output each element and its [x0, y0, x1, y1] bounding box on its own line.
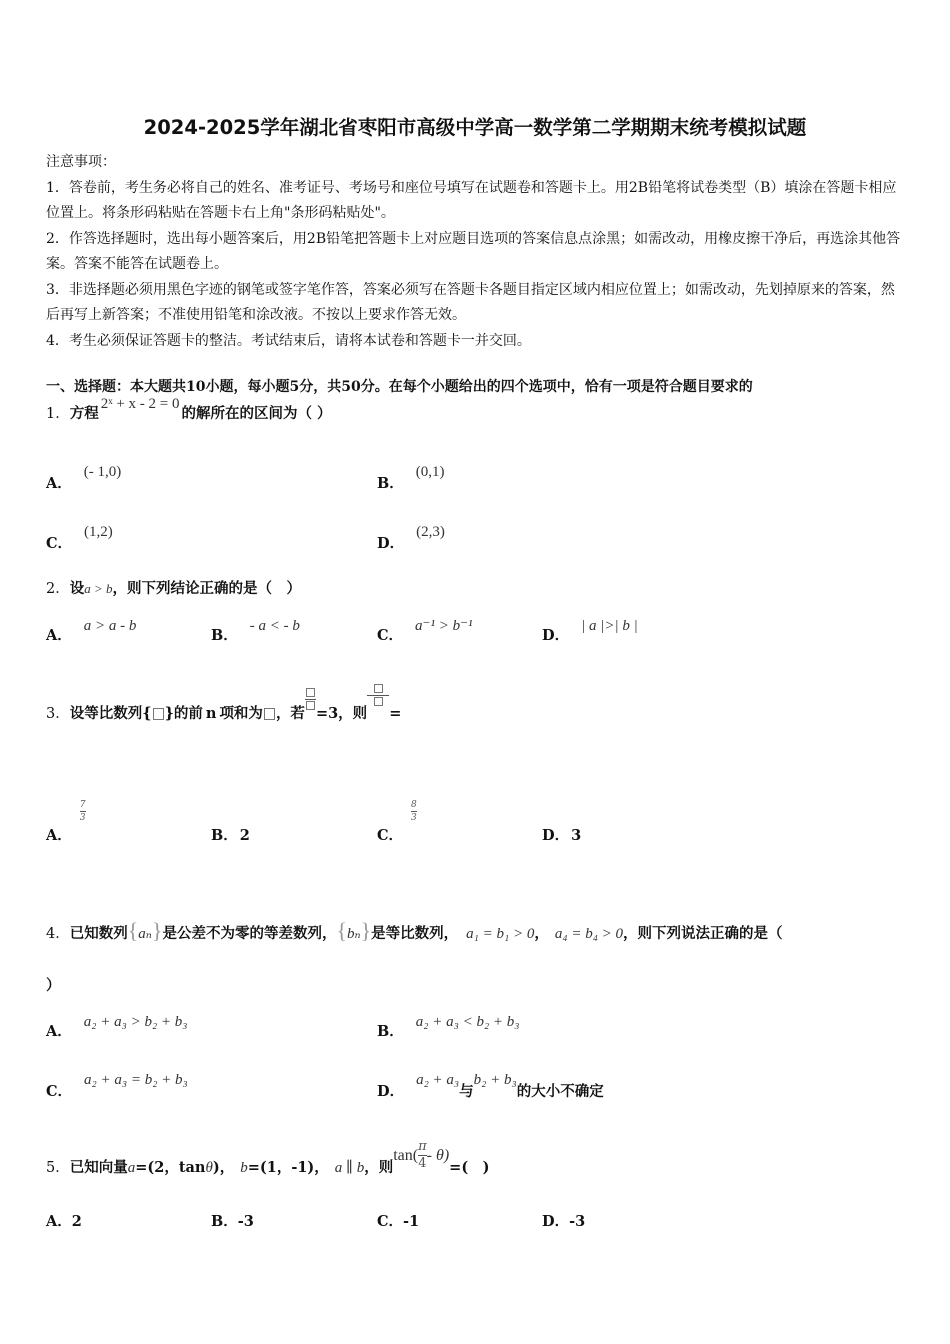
- option-a[interactable]: [46, 1210, 82, 1231]
- question-text: }的前: [164, 705, 203, 722]
- option-b[interactable]: [377, 460, 445, 492]
- option-c[interactable]: [377, 800, 417, 844]
- option-value: -3: [237, 1213, 254, 1230]
- option-value: 2: [239, 827, 250, 844]
- option-label: C．: [377, 827, 404, 844]
- question-text: =(1，-1)，: [247, 1159, 329, 1176]
- notice-heading: 注意事项：: [46, 154, 116, 170]
- placeholder-glyph: [306, 688, 315, 697]
- numerator: 7: [79, 800, 86, 810]
- option-text: 与: [459, 1083, 474, 1100]
- brace: {: [336, 918, 348, 943]
- option-value: a₂ + a₃ = b₂ + b₃: [84, 1072, 188, 1088]
- option-a[interactable]: [46, 800, 86, 844]
- option-d[interactable]: [542, 824, 581, 845]
- option-c[interactable]: [46, 1068, 188, 1100]
- question-text: 设: [69, 580, 85, 597]
- option-value: b₂ + b₃: [473, 1072, 517, 1088]
- option-label: A．: [46, 1023, 72, 1040]
- option-value: a⁻¹ > b⁻¹: [415, 618, 473, 634]
- tan-function: tan(: [393, 1147, 419, 1164]
- option-label: C．: [46, 535, 73, 552]
- question-text: 已知向量: [69, 1159, 128, 1176]
- question-text: n: [205, 705, 217, 722]
- question-number: 5．: [46, 1160, 70, 1176]
- page-title: 2024-2025学年湖北省枣阳市高级中学高一数学第二学期期末统考模拟试题: [143, 116, 807, 139]
- question-number: 2．: [46, 581, 70, 597]
- notice-item: 1．答卷前，考生务必将自己的姓名、准考证号、考场号和座位号填写在试题卷和答题卡上。用2B铅笔将试卷类型（B）填涂在答题卡相应位置上。将条形码粘贴在答题卡右上角"条形码粘贴处"。: [46, 179, 897, 221]
- question-text: ，: [534, 925, 549, 942]
- pi-over-four: [418, 1140, 427, 1171]
- option-a[interactable]: [46, 460, 122, 492]
- question-3: [46, 702, 401, 725]
- option-label: C．: [377, 627, 404, 644]
- denominator: 3: [411, 813, 417, 823]
- question-text: 是公差不为零的等差数列，: [162, 925, 337, 942]
- ratio-fraction: [305, 688, 316, 711]
- option-b[interactable]: [377, 1010, 520, 1040]
- option-b[interactable]: [211, 614, 300, 644]
- question-text: =(2，tan: [135, 1159, 206, 1176]
- option-value: 3: [571, 827, 582, 844]
- vector-b: b: [240, 1160, 248, 1176]
- numerator: π: [418, 1139, 427, 1154]
- option-value: (- 1,0): [83, 464, 122, 480]
- question-text: =( ): [449, 1159, 490, 1176]
- brace: }: [360, 918, 372, 943]
- option-fraction: [80, 800, 86, 823]
- equation: 2ˣ + x - 2 = 0: [100, 396, 180, 412]
- option-label: D．: [542, 1213, 570, 1230]
- section-heading: 一、选择题：本大题共10小题，每小题5分，共50分。在每个小题给出的四个选项中，恰有一项是符合题目要求的: [46, 379, 753, 395]
- option-value: a₂ + a₃ < b₂ + b₃: [415, 1014, 520, 1030]
- option-label: A．: [46, 827, 72, 844]
- question-4: [46, 918, 783, 944]
- question-text: ，则下列结论正确的是（ ）: [112, 580, 302, 597]
- question-text: ，则: [364, 1159, 394, 1176]
- option-value: a > a - b: [83, 618, 137, 634]
- option-fraction: [411, 800, 417, 823]
- tan-argument: - θ): [426, 1147, 450, 1164]
- option-label: A．: [46, 627, 72, 644]
- notice-block: [46, 150, 906, 354]
- question-number: 3．: [46, 706, 70, 722]
- option-value: a₂ + a₃ > b₂ + b₃: [83, 1014, 188, 1030]
- option-label: B．: [211, 1213, 238, 1230]
- notice-item: 4．考生必须保证答题卡的整洁。考试结束后，请将本试卷和答题卡一并交回。: [46, 332, 531, 349]
- option-d[interactable]: [542, 614, 638, 644]
- option-d[interactable]: [542, 1210, 585, 1231]
- question-number: 4．: [46, 926, 70, 942]
- option-label: B．: [377, 1023, 404, 1040]
- option-label: C．: [46, 1083, 73, 1100]
- question-number: 1．: [46, 406, 70, 422]
- notice-item: 2．作答选择题时，选出每小题答案后，用2B铅笔把答题卡上对应题目选项的答案信息点涂黑；如需改动，用橡皮擦干净后，再选涂其他答案。答案不能答在试题卷上。: [46, 230, 901, 272]
- option-label: D．: [377, 1083, 405, 1100]
- parallel-condition: a ∥ b: [334, 1160, 365, 1176]
- placeholder-glyph: [374, 684, 383, 693]
- question-text: )，: [212, 1159, 235, 1176]
- option-label: C．: [377, 1213, 404, 1230]
- theta: θ: [205, 1160, 213, 1176]
- sequence-a: aₙ: [138, 926, 152, 942]
- option-a[interactable]: [46, 614, 137, 644]
- option-d[interactable]: [377, 1068, 604, 1100]
- option-label: D．: [542, 827, 570, 844]
- option-value: 2: [71, 1213, 82, 1230]
- question-text: =3，则: [315, 705, 368, 722]
- option-a[interactable]: [46, 1010, 188, 1040]
- brace: }: [151, 918, 163, 943]
- question-text: 的解所在的区间为（ ）: [181, 405, 332, 422]
- denominator: 4: [418, 1156, 427, 1171]
- option-value: (2,3): [416, 524, 445, 540]
- option-d[interactable]: [377, 520, 445, 552]
- option-c[interactable]: [377, 614, 473, 644]
- placeholder-glyph: [306, 701, 315, 710]
- vector-a: a: [127, 1160, 136, 1176]
- question-text: 设等比数列{: [69, 705, 152, 722]
- option-value: (1,2): [84, 524, 113, 540]
- option-label: B．: [211, 827, 238, 844]
- option-label: A．: [46, 1213, 72, 1230]
- placeholder-glyph: [374, 697, 383, 706]
- question-text: 方程: [69, 405, 99, 422]
- condition: a₄ = b₄ > 0: [554, 926, 624, 942]
- notice-item: 3．非选择题必须用黑色字迹的钢笔或签字笔作答，答案必须写在答题卡各题目指定区域内相应位置上；如需改动，先划掉原来的答案，然后再写上新答案；不准使用铅笔和涂改液。不按以上要求作答无效。: [46, 281, 895, 323]
- condition: a > b: [84, 581, 113, 596]
- question-text: 是等比数列，: [371, 925, 459, 942]
- brace: {: [127, 918, 139, 943]
- placeholder-glyph: [264, 708, 275, 720]
- placeholder-glyph: [153, 708, 164, 720]
- question-text: 项和为: [219, 705, 263, 722]
- option-c[interactable]: [377, 1210, 419, 1231]
- condition: a₁ = b₁ > 0: [466, 926, 535, 942]
- question-1: [46, 396, 332, 423]
- option-value: (0,1): [415, 464, 445, 480]
- option-value: -1: [403, 1213, 420, 1230]
- option-value: | a |>| b |: [581, 618, 638, 634]
- question-5: [46, 1139, 490, 1176]
- question-text: ，若: [275, 705, 305, 722]
- question-text: ）: [46, 977, 61, 994]
- option-value: a₂ + a₃: [416, 1072, 460, 1088]
- option-text: 的大小不确定: [516, 1083, 604, 1100]
- question-text: ，则下列说法正确的是（: [623, 925, 783, 942]
- option-b[interactable]: [211, 1210, 254, 1231]
- ratio-fraction: [367, 684, 389, 707]
- option-label: B．: [377, 475, 404, 492]
- option-label: D．: [542, 627, 570, 644]
- option-value: - a < - b: [249, 618, 300, 634]
- denominator: 3: [79, 813, 86, 823]
- option-b[interactable]: [211, 824, 250, 845]
- option-label: B．: [211, 627, 238, 644]
- numerator: 8: [411, 800, 417, 810]
- option-label: D．: [377, 535, 405, 552]
- question-text: 已知数列: [69, 925, 128, 942]
- option-value: -3: [569, 1213, 586, 1230]
- sequence-b: bₙ: [347, 926, 361, 942]
- question-2: [46, 577, 301, 598]
- option-label: A．: [46, 475, 72, 492]
- option-c[interactable]: [46, 520, 113, 552]
- question-text: =: [389, 705, 402, 722]
